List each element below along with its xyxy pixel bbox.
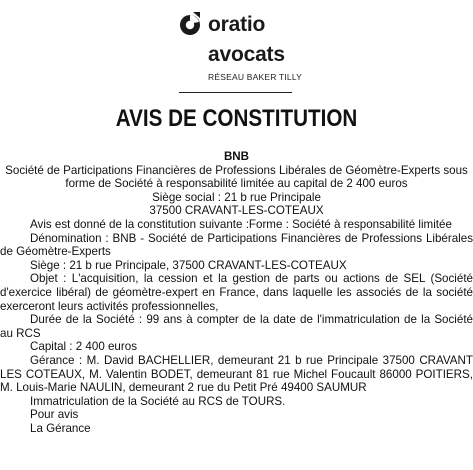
oratio-logo-mark-icon	[178, 10, 202, 38]
logo-tagline: RÉSEAU BAKER TILLY	[208, 72, 302, 82]
paragraph-pour-avis: Pour avis	[30, 408, 79, 422]
paragraph-form: Avis est donné de la constitution suivante :Forme : Société à responsabilité limitée	[30, 217, 452, 231]
notice-body	[0, 150, 473, 435]
paragraph-denomination: Dénomination : BNB - Société de Participations Financières de Professions Libérales de Géomètre-Experts	[0, 231, 473, 259]
oratio-avocats-logo	[178, 8, 308, 84]
company-intro: Société de Participations Financières de Professions Libérales de Géomètre-Experts sous forme de Société à responsabilité limitée au capital de 2 400 euros	[5, 163, 468, 191]
paragraph-duration: Durée de la Société : 99 ans à compter de la date de l'immatriculation de la Société au RCS	[0, 313, 473, 340]
paragraph-registration: Immatriculation de la Société au RCS de TOURS.	[30, 394, 286, 408]
header-divider	[179, 92, 292, 93]
paragraph-seat: Siège : 21 b rue Principale, 37500 CRAVANT-LES-COTEAUX	[30, 258, 347, 272]
paragraph-object: Objet : L'acquisition, la cession et la gestion de parts ou actions de SEL (Société d'exercice libéral) de géomètre-expert en France, dans laquelle les associés de la société exerceront leurs activités professionnelles,	[0, 272, 473, 313]
paragraph-management: Gérance : M. David BACHELLIER, demeurant 21 b rue Principale 37500 CRAVANT LES COTEAUX, M. Valentin BODET, demeurant 81 rue Michel Foucault 86000 POITIERS, M. Louis-Marie NAULIN, demeurant 2 rue du Petit Pré 49400 SAUMUR	[0, 353, 473, 395]
company-name: BNB	[223, 150, 250, 163]
registered-office-line2: 37500 CRAVANT-LES-COTEAUX	[149, 204, 324, 218]
logo-wordmark-line1: oratio	[208, 13, 266, 36]
notice-title: AVIS DE CONSTITUTION	[115, 105, 358, 132]
paragraph-capital: Capital : 2 400 euros	[30, 340, 137, 354]
logo-wordmark-line2: avocats	[208, 43, 285, 66]
paragraph-signature: La Gérance	[30, 421, 91, 435]
registered-office-line1: Siège social : 21 b rue Principale	[152, 190, 321, 204]
